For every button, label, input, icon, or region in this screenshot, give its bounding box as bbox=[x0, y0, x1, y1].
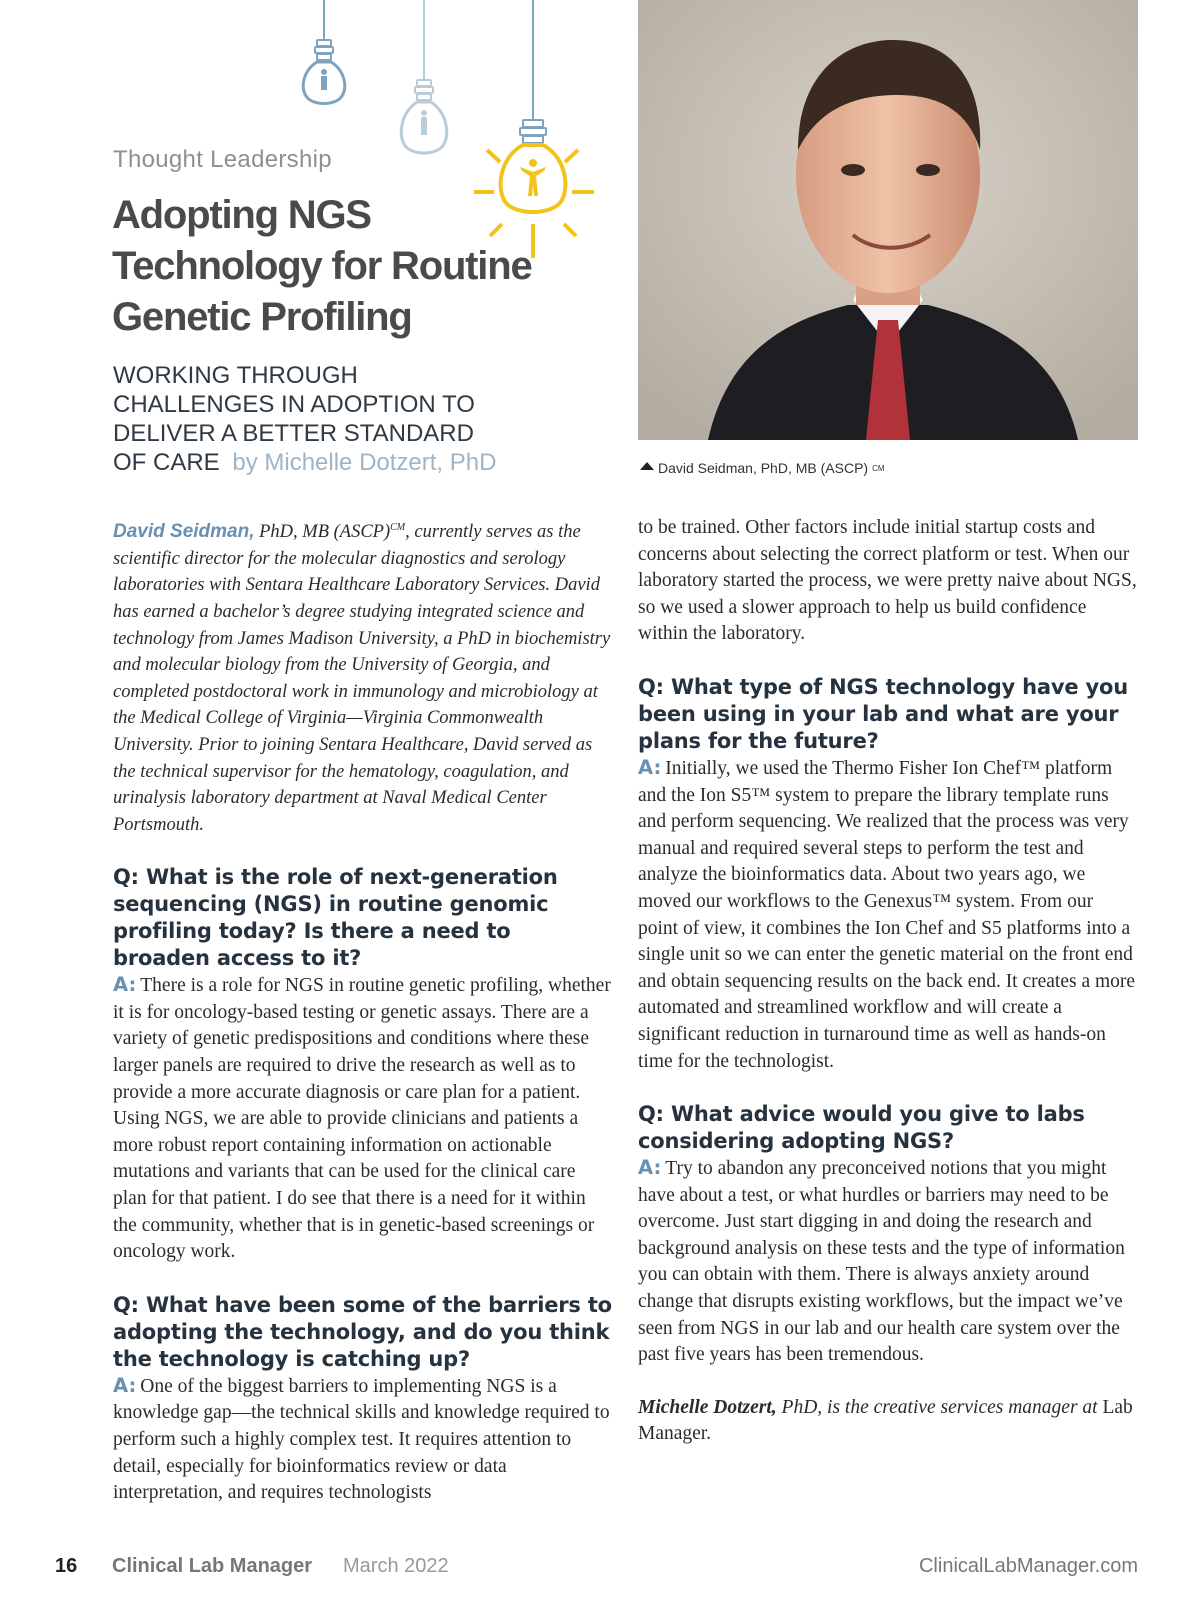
answer-label: A: bbox=[113, 1373, 137, 1397]
closing-name: Michelle Dotzert, bbox=[638, 1396, 777, 1418]
subhead-text: WORKING THROUGH CHALLENGES IN ADOPTION TO DELIVER A BETTER STANDARD OF CARE bbox=[113, 362, 475, 476]
question-heading: Q: What advice would you give to labs considering adopting NGS? bbox=[638, 1102, 1085, 1154]
answer-text: Initially, we used the Thermo Fisher Ion Chef™ platform and the Ion S5™ system to prepare the library template runs and perform sequencing. We realized that the process was very manual and required several steps to perform the test and analyze the bioinformatics data. About two years ago, we moved our workflows to the Genexus™ system. From our point of view, it combines the Ion Chef and S5 platforms into a single unit so we can enter the genetic material on the front end and obtain sequencing results on the back end. It creates a more automated and streamlined workflow and will create a significant reduction in turnaround time as well as hands-on time for the technologist. bbox=[638, 757, 1136, 1072]
right-column bbox=[638, 515, 1138, 1448]
answer-label: A: bbox=[113, 973, 137, 997]
answer-label: A: bbox=[638, 1156, 662, 1180]
answer-continued: to be trained. Other factors include initial startup costs and concerns about selecting the correct platform or test. When our laboratory started the process, we were pretty naive about NGS, so we used a slower approach to help us build confidence within the laboratory. bbox=[638, 517, 1137, 645]
article-subhead bbox=[113, 361, 513, 477]
caption-text: David Seidman, PhD, MB (ASCP) bbox=[658, 460, 869, 476]
publication-name: Clinical Lab Manager bbox=[112, 1555, 313, 1577]
answer-paragraph bbox=[638, 1155, 1138, 1369]
bio-text: , currently serves as the scientific director for the molecular diagnostics and serology laboratories with Sentara Healthcare Laboratory Services. David has earned a bachelor’s degree studying integrated science and technology from James Madison University, a PhD in biochemistry and molecular biology from the University of Georgia, and completed postdoctoral work in immunology and microbiology at the Medical College of Virginia—Virginia Commonwealth University. Prior to joining Sentara Healthcare, David served as the technical supervisor for the hematology, coagulation, and urinalysis laboratory department at Naval Medical Center Portsmouth. bbox=[113, 522, 611, 835]
answer-paragraph bbox=[113, 1373, 613, 1507]
page-footer bbox=[0, 1555, 1200, 1585]
caption-sup: CM bbox=[872, 463, 885, 473]
site-url[interactable]: ClinicalLabManager.com bbox=[918, 1555, 1138, 1577]
answer-text: Try to abandon any preconceived notions that you might have about a test, or what hurdles or barriers may need to be overcome. Just start digging in and doing the research and background analysis on these tests and the type of information you can obtain with them. There is always anxiety around change that disrupts existing workflows, but the impact we’ve seen from NGS in our lab and our health care system over the past five years has been tremendous. bbox=[638, 1158, 1125, 1366]
answer-paragraph bbox=[638, 755, 1138, 1075]
bio-credentials: PhD, MB (ASCP) bbox=[254, 522, 391, 543]
question-heading: Q: What have been some of the barriers to adopting the technology, and do you think the technology is catching up? bbox=[113, 1292, 612, 1371]
page-number: 16 bbox=[55, 1555, 78, 1577]
answer-paragraph bbox=[113, 972, 613, 1266]
answer-text: There is a role for NGS in routine genetic profiling, whether it is for oncology-based testing or genetic assays. There are a variety of genetic predispositions and conditions where these larger panels are required to drive the research as well as to provide a more accurate diagnosis or care plan for a patient. Using NGS, we are able to provide clinicians and patients a more robust report containing information on actionable mutations and variants that can be used for the clinical care plan for that patient. I do see that there is a need for it within the community, whether that is in genetic-based screenings or oncology work. bbox=[113, 975, 611, 1263]
bio-credentials-sup: CM bbox=[390, 522, 406, 533]
lightbulb-icon bbox=[401, 0, 446, 153]
left-column bbox=[113, 515, 613, 1507]
answer-label: A: bbox=[638, 755, 662, 779]
lightbulb-icon bbox=[303, 0, 344, 104]
caret-up-icon bbox=[640, 462, 654, 470]
bio-name: David Seidman, bbox=[113, 521, 255, 543]
question-heading: Q: What is the role of next-generation sequencing (NGS) in routine genomic profiling today? Is there a need to broaden access to it? bbox=[113, 865, 558, 971]
section-label: Thought Leadership bbox=[113, 146, 332, 173]
closing-role: PhD, is the creative services manager at bbox=[776, 1396, 1098, 1418]
author-bio bbox=[113, 515, 613, 838]
issue-date: March 2022 bbox=[343, 1555, 449, 1577]
answer-text: One of the biggest barriers to implementing NGS is a knowledge gap—the technical skills and knowledge required to perform such a highly complex test. It requires attention to detail, especially for bioinformatics review or data interpretation, and requires technologists bbox=[113, 1375, 610, 1504]
question-heading: Q: What type of NGS technology have you been using in your lab and what are your plans for the future? bbox=[638, 674, 1128, 753]
closing-org: Lab Manager. bbox=[638, 1396, 1133, 1445]
photo-caption bbox=[640, 460, 885, 476]
byline: by Michelle Dotzert, PhD bbox=[232, 449, 497, 476]
article-headline: Adopting NGS Technology for Routine Genetic Profiling bbox=[112, 193, 532, 339]
portrait-photo bbox=[638, 0, 1138, 440]
author-note bbox=[638, 1395, 1138, 1448]
